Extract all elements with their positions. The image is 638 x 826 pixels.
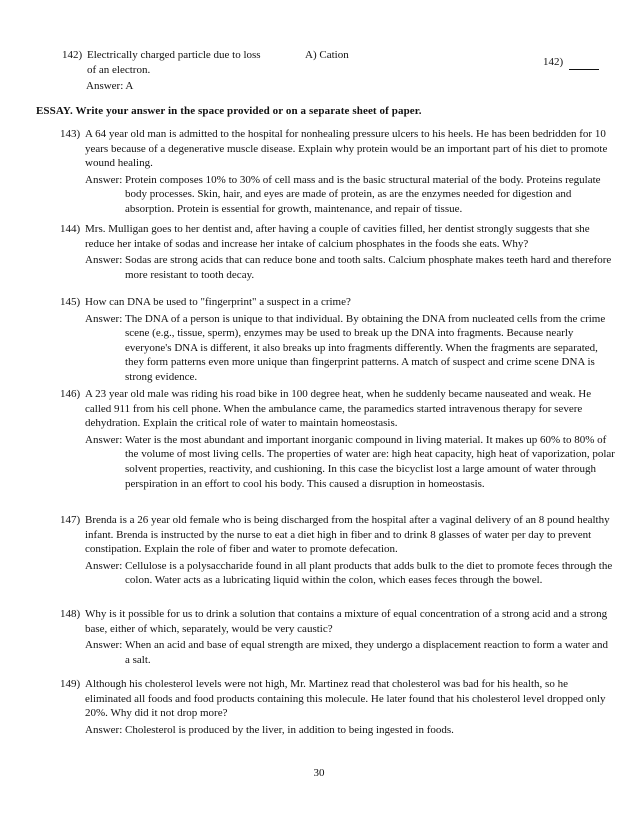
- answer-label: Answer:: [85, 173, 123, 186]
- question-143: [60, 127, 615, 217]
- answer-block: [85, 638, 615, 667]
- answer-label: Answer:: [85, 254, 123, 267]
- question-144: [60, 222, 615, 282]
- answer-block: [85, 173, 615, 217]
- answer-label: Answer:: [85, 559, 123, 572]
- answer-block: [85, 433, 615, 491]
- answer-blank: [543, 55, 599, 70]
- answer-text: Sodas are strong acids that can reduce bone and tooth salts. Calcium phosphate makes teeth hard and therefore more resistant to tooth decay.: [125, 254, 612, 281]
- question-text: How can DNA be used to "fingerprint" a suspect in a crime?: [85, 296, 351, 308]
- question-number: 149): [60, 678, 81, 690]
- question-number: 147): [60, 514, 81, 526]
- answer-blank-line: [569, 59, 599, 70]
- answer-label: Answer:: [85, 433, 123, 446]
- answer-text: When an acid and base of equal strength are mixed, they undergo a displacement reaction to form a water and a salt.: [125, 639, 608, 666]
- question-147: [60, 513, 615, 588]
- answer-text: Protein composes 10% to 30% of cell mass and is the basic structural material of the body. Proteins regulate body processes. Skin, hair, and eyes are made of protein, as are the enzymes needed for digestion and absorption. Protein is essential for growth, maintenance, and repair of tissue.: [125, 173, 601, 215]
- question-text: A 64 year old man is admitted to the hospital for nonhealing pressure ulcers to his heels. He has been bedridden for 10 years because of a degenerative muscle disease. Explain why protein would be an important part of his diet to promote wound healing.: [85, 128, 608, 170]
- answer-block: [85, 723, 615, 738]
- question-149: [60, 677, 615, 737]
- question-number: 145): [60, 296, 81, 308]
- answer-text: Cellulose is a polysaccharide found in all plant products that adds bulk to the diet to promote feces through the colon. Water acts as a lubricating liquid within the colon, which eases feces through the bowel.: [125, 559, 613, 587]
- question-number: 143): [60, 128, 81, 140]
- question-145: [60, 295, 615, 385]
- answer-text: Water is the most abundant and important inorganic compound in living material. It makes up 60% to 80% of the volume of most living cells. The properties of water are: high heat capacity, high heat of vaporization, polar solvent properties, reactivity, and cushioning. In this case the bicyclist lost a large amount of water through perspiration in an effort to cool his body. This caused a disruption in homeostasis.: [125, 433, 615, 490]
- question-number: 144): [60, 223, 81, 235]
- answer-label: Answer:: [85, 723, 123, 736]
- answer-block: [85, 559, 615, 588]
- answer-text: Cholesterol is produced by the liver, in addition to being ingested in foods.: [125, 723, 454, 736]
- question-text: Although his cholesterol levels were not high, Mr. Martinez read that cholesterol was bad for his health, so he eliminated all foods and food products containing this molecule. He later found that his cholesterol level dropped only 20%. Why did it not drop more?: [85, 678, 606, 720]
- question-number: 146): [60, 388, 81, 400]
- answer-label: Answer:: [85, 312, 123, 325]
- answer-block: [85, 253, 615, 282]
- answer-blank-label: 142): [543, 56, 564, 68]
- answer-text: The DNA of a person is unique to that individual. By obtaining the DNA from nucleated cells from the crime scene (e.g., tissue, sperm), enzymes may be used to break up the DNA into fragments. Because nearly everyone's DNA is different, it also breaks up into fragments differently. When the fragments are separated, they form patterns even more unique than fingerprint patterns. A match of suspect and crime scene DNA is strong evidence.: [125, 312, 606, 383]
- question-number: 148): [60, 608, 81, 620]
- question-146: [60, 387, 615, 491]
- answer-142: Answer: A: [86, 80, 134, 92]
- question-148: [60, 607, 615, 667]
- question-text: Brenda is a 26 year old female who is being discharged from the hospital after a vaginal delivery of an 8 pound healthy infant. Brenda is instructed by the nurse to eat a diet high in fiber and to drink 8 glasses of water per day to prevent constipation. Explain the role of fiber and water to promote defecation.: [85, 514, 610, 556]
- page-number: 30: [313, 767, 325, 779]
- question-text: A 23 year old male was riding his road bike in 100 degree heat, when he suddenly became nauseated and weak. He called 911 from his cell phone. When the ambulance came, the paramedics started intravenous therapy for severe dehydration. Explain the critical role of water to maintain homeostasis.: [85, 388, 592, 430]
- option-a: A) Cation: [305, 49, 349, 61]
- question-text: Electrically charged particle due to loss of an electron.: [87, 49, 261, 76]
- question-number: 142): [62, 49, 83, 61]
- answer-block: [85, 312, 615, 385]
- essay-heading: ESSAY. Write your answer in the space provided or on a separate sheet of paper.: [36, 105, 422, 117]
- answer-label: Answer:: [85, 639, 123, 652]
- question-text: Why is it possible for us to drink a solution that contains a mixture of equal concentration of a strong acid and a strong base, either of which, separately, would be very caustic?: [85, 608, 608, 635]
- question-text: Mrs. Mulligan goes to her dentist and, after having a couple of cavities filled, her dentist strongly suggests that she reduce her intake of sodas and increase her intake of calcium phosphates in the foods she eats. Why?: [85, 223, 590, 250]
